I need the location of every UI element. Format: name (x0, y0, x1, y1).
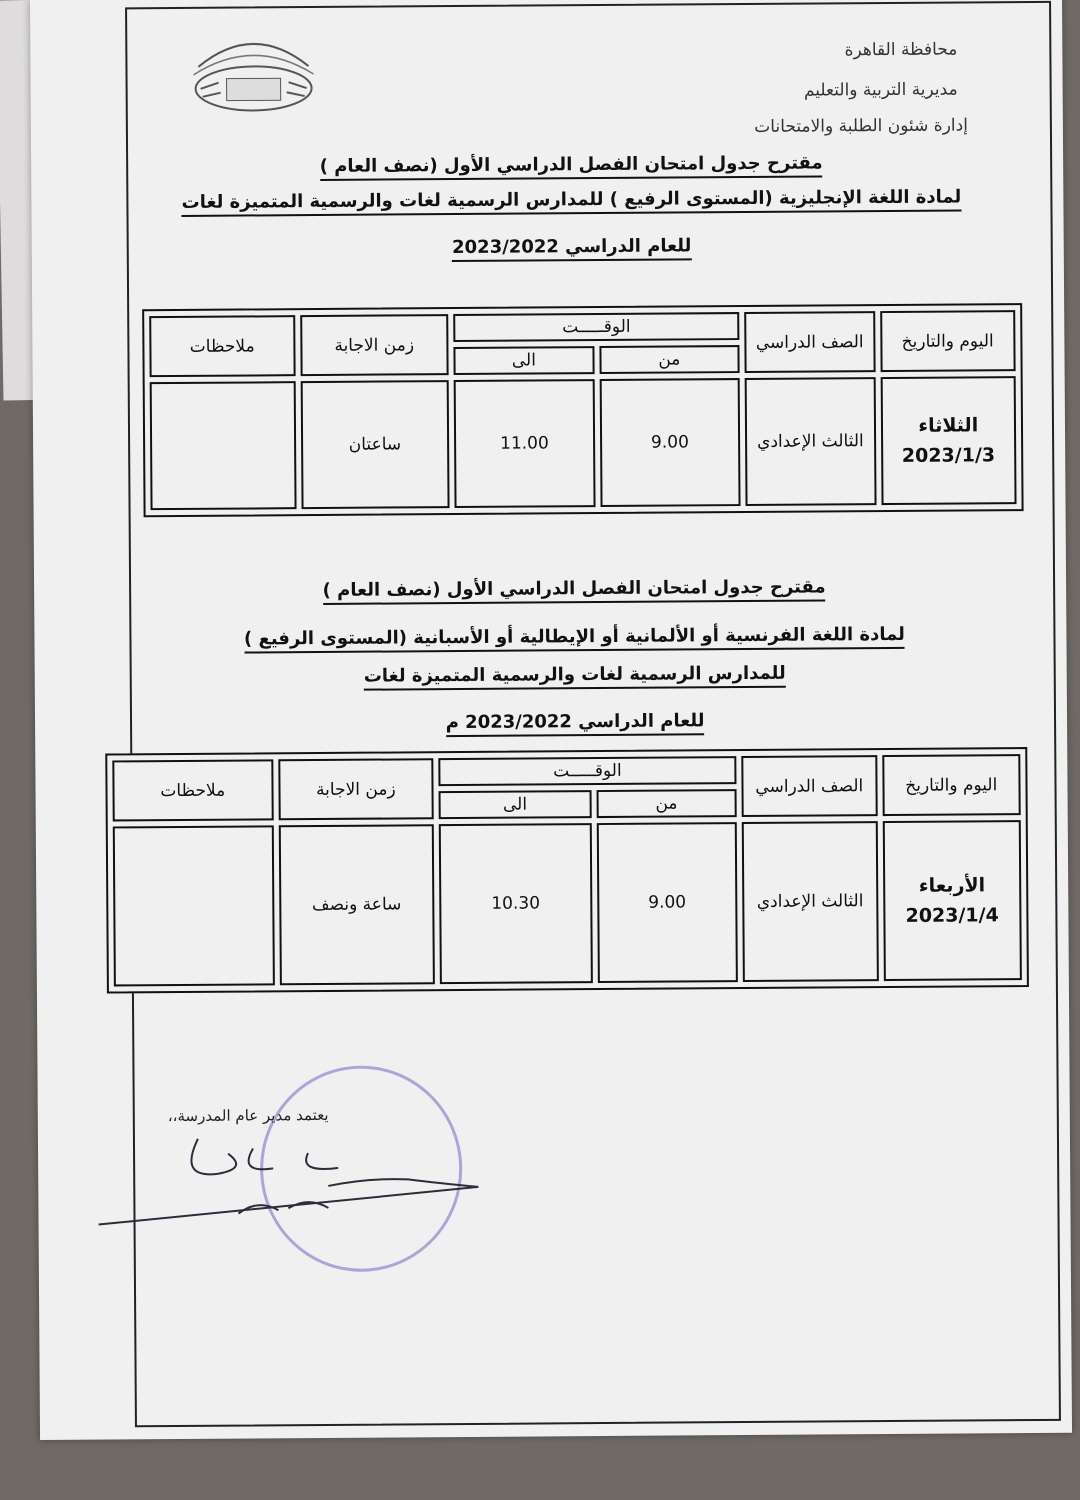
cell-date: 2023/1/4 (905, 904, 999, 927)
header-time: الوقـــــت (438, 756, 736, 786)
cell-to: 10.30 (439, 823, 593, 984)
header-notes: ملاحظات (112, 759, 273, 821)
cell-day: الأربعاء (918, 874, 986, 897)
directorate-label: مديرية التربية والتعليم (803, 79, 958, 101)
school-logo (188, 26, 319, 113)
cell-day: الثلاثاء (918, 414, 979, 437)
header-from: من (596, 789, 737, 818)
header-date: اليوم والتاريخ (882, 754, 1021, 816)
schedule-table-1 (142, 303, 1023, 517)
signature (78, 1117, 499, 1250)
header-to: الى (454, 346, 595, 375)
section2-title1: مقترح جدول امتحان الفصل الدراسي الأول (نصف العام ) (94, 575, 1054, 603)
cell-day-date (882, 820, 1022, 981)
cell-from: 9.00 (599, 378, 740, 507)
cell-grade: الثالث الإعدادي (742, 821, 879, 982)
section2-title4: للعام الدراسي 2023/2022 م (95, 708, 1055, 736)
cell-grade: الثالث الإعدادي (745, 377, 876, 506)
header-to: الى (439, 790, 592, 819)
section1-title3: للعام الدراسي 2023/2022 (92, 233, 1052, 261)
header-notes: ملاحظات (149, 315, 295, 377)
schedule-table-2 (105, 747, 1029, 993)
document-page (30, 0, 1072, 1440)
section1-title2: لمادة اللغة الإنجليزية (المستوى الرفيع ) للمدارس الرسمية لغات والرسمية المتميزة لغات (91, 186, 1051, 214)
cell-date: 2023/1/3 (901, 444, 996, 467)
section2-title2: لمادة اللغة الفرنسية أو الألمانية أو الإيطالية أو الأسبانية (المستوى الرفيع ) (94, 623, 1054, 651)
cell-from: 9.00 (596, 822, 738, 983)
section2-title3: للمدارس الرسمية لغات والرسمية المتميزة لغات (95, 661, 1055, 689)
header-duration: زمن الاجابة (300, 314, 449, 376)
cell-to: 11.00 (454, 379, 595, 508)
cell-notes (113, 825, 275, 986)
header-grade: الصف الدراسي (744, 311, 875, 373)
cell-notes (150, 381, 296, 510)
cell-duration: ساعة ونصف (278, 824, 435, 985)
header-from: من (599, 345, 740, 374)
cell-day-date (880, 376, 1016, 505)
department-label: إدارة شئون الطلبة والامتحانات (754, 115, 968, 137)
header-grade: الصف الدراسي (741, 755, 877, 817)
header-date: اليوم والتاريخ (880, 310, 1016, 372)
header-duration: زمن الاجابة (278, 758, 434, 820)
approval-label: يعتمد مدير عام المدرسة،، (167, 1105, 329, 1126)
governorate-label: محافظة القاهرة (844, 39, 958, 61)
section1-title1: مقترح جدول امتحان الفصل الدراسي الأول (نصف العام ) (91, 151, 1051, 179)
header-time: الوقـــــت (453, 312, 739, 342)
cell-duration: ساعتان (300, 380, 449, 509)
